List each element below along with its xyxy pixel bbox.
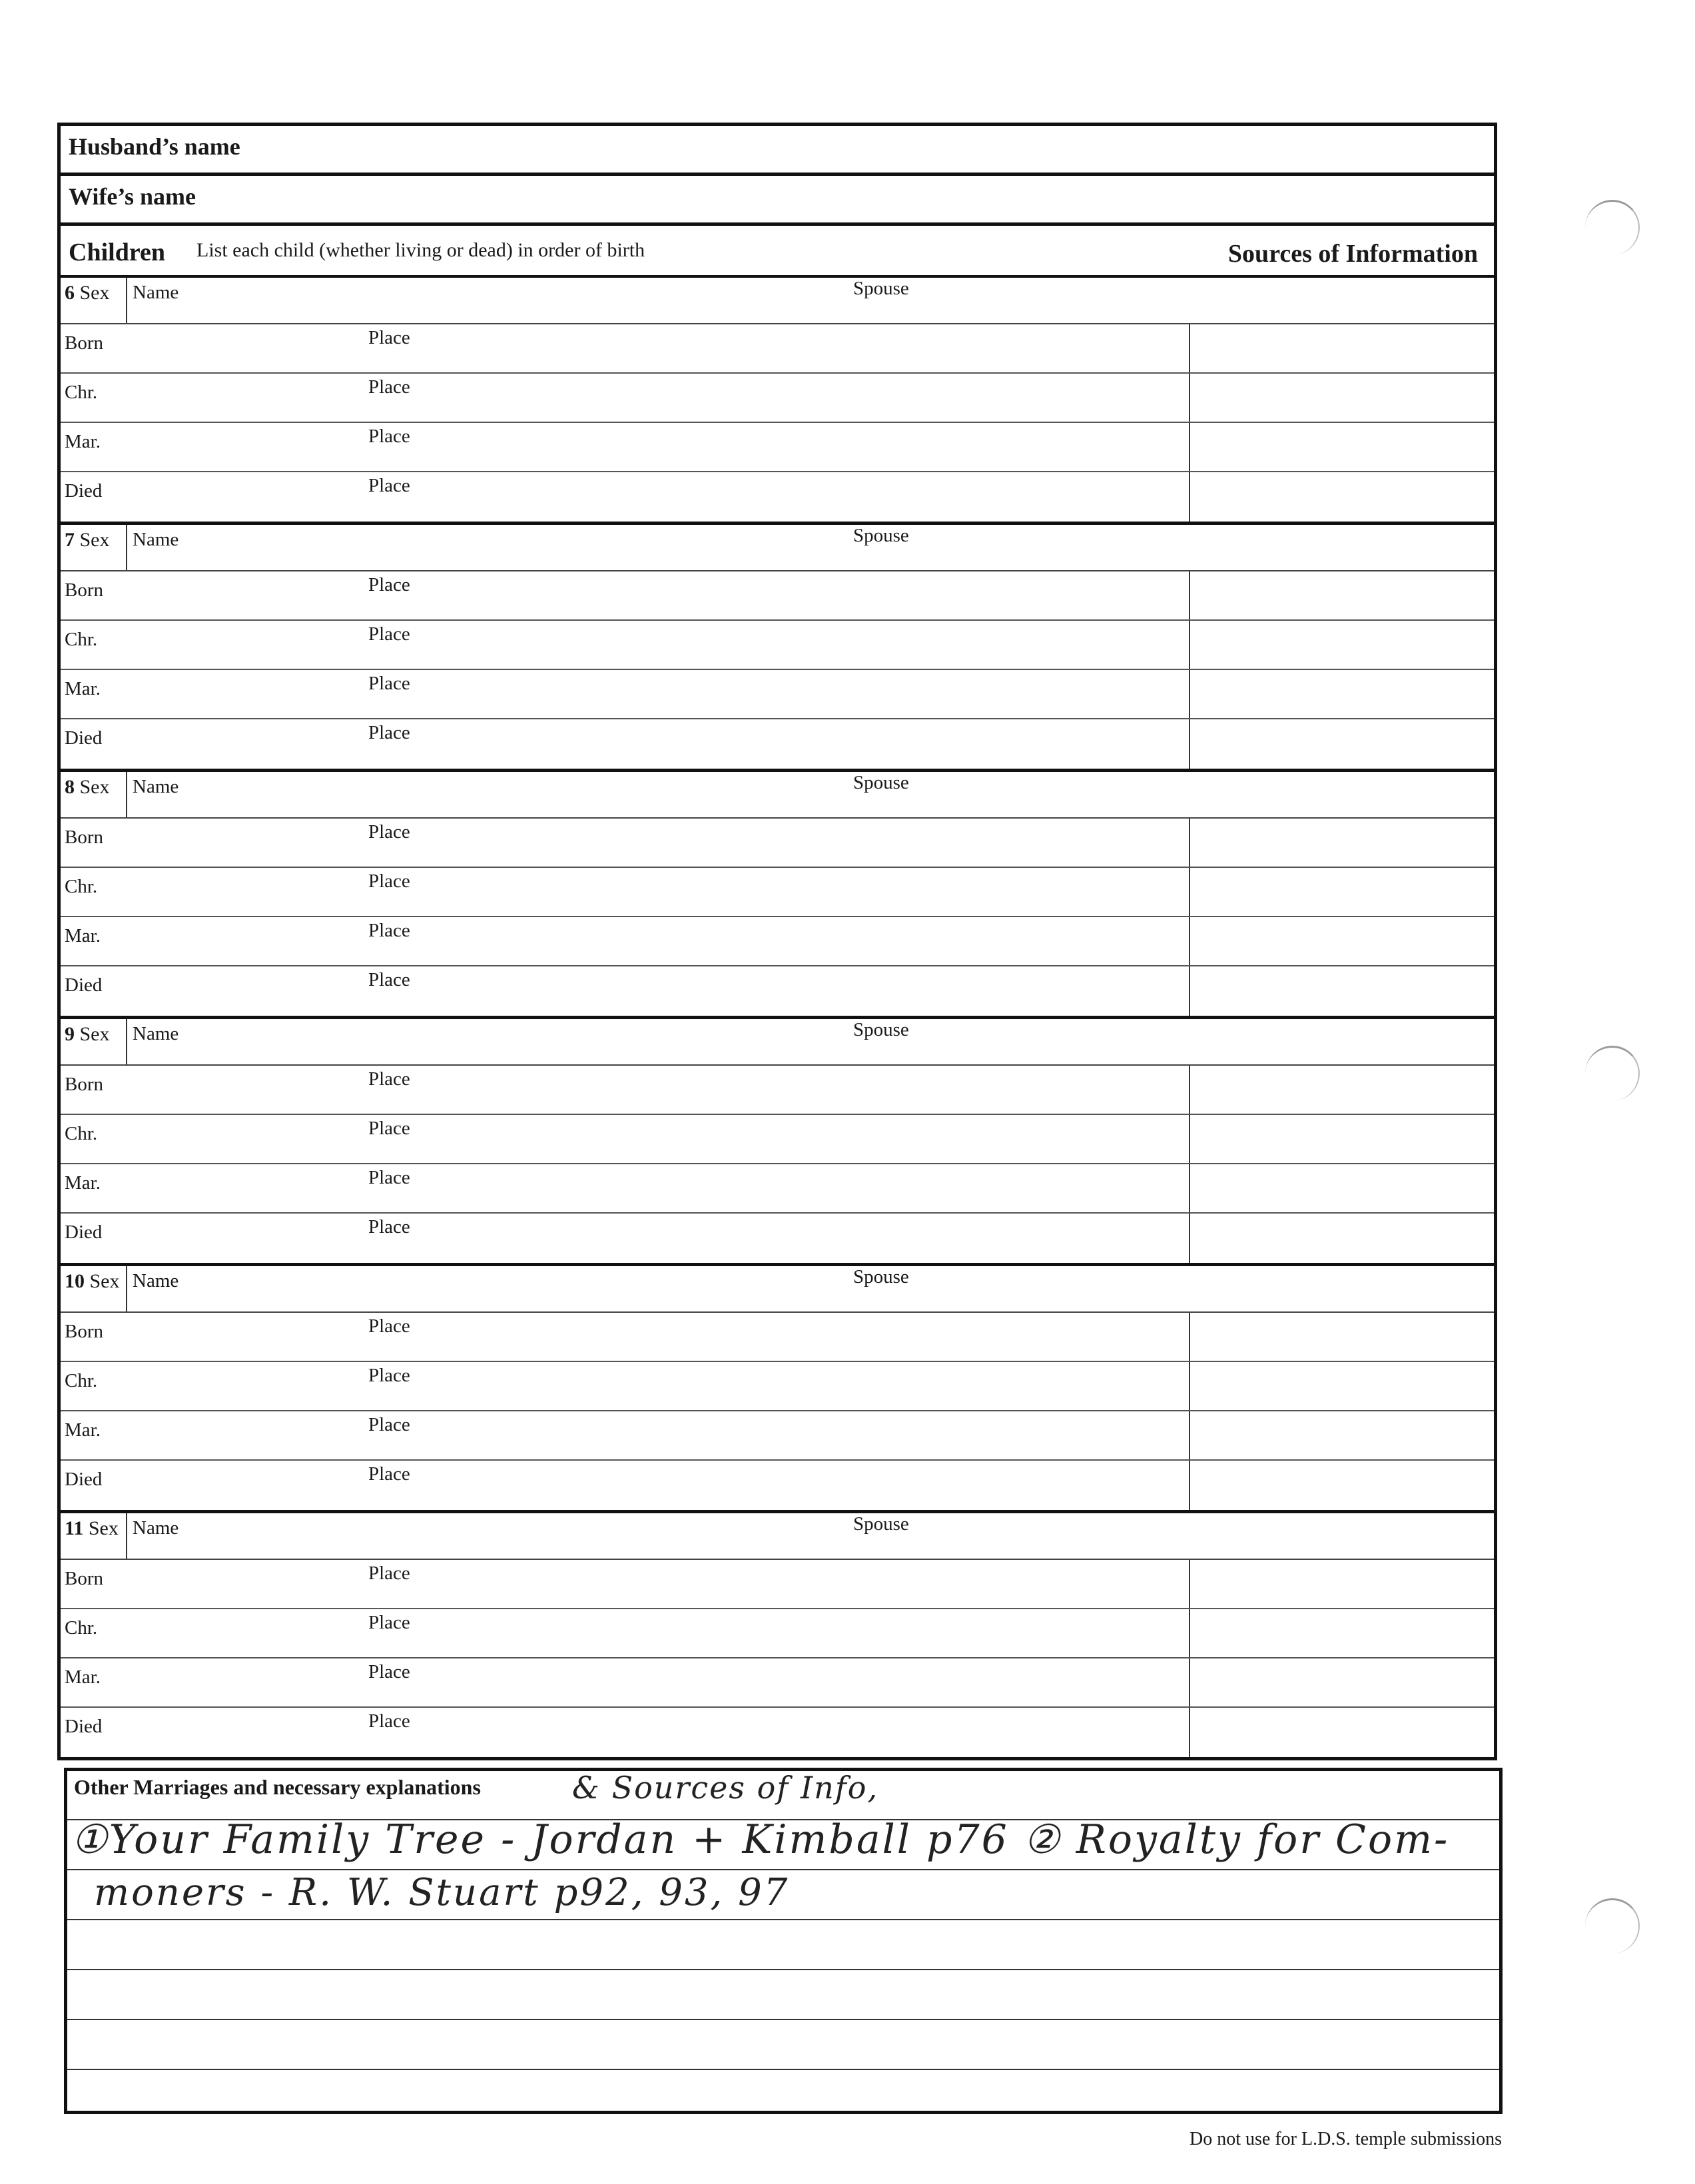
event-row[interactable] [61,1658,1494,1708]
source-cell-divider [1189,472,1191,522]
source-cell-divider [1189,670,1191,718]
name-label: Name [133,529,179,550]
event-label: Died [65,727,103,749]
place-label: Place [368,1563,410,1584]
event-row[interactable] [61,819,1494,868]
place-label: Place [368,1661,410,1682]
name-label: Name [133,1517,179,1539]
event-label: Chr. [65,1370,98,1391]
handwritten-note-suffix: & Sources of Info, [572,1770,879,1806]
child-section [61,525,1494,772]
spouse-label: Spouse [853,1513,909,1535]
event-label: Mar. [65,431,101,452]
place-label: Place [368,1463,410,1485]
place-label: Place [368,623,410,645]
event-label: Mar. [65,925,101,946]
source-cell-divider [1189,1411,1191,1459]
source-cell-divider [1189,1313,1191,1361]
spouse-label: Spouse [853,772,909,793]
source-cell-divider [1189,819,1191,867]
source-cell-divider [1189,868,1191,916]
source-cell-divider [1189,1214,1191,1263]
name-divider [126,278,127,323]
event-label: Chr. [65,1617,98,1638]
child-number [65,1023,110,1046]
children-header [61,226,1494,278]
event-label: Mar. [65,1172,101,1194]
name-divider [126,1513,127,1559]
place-label: Place [368,475,410,496]
sex-label: Sex [89,1270,120,1292]
event-label: Died [65,974,103,996]
place-label: Place [368,821,410,843]
event-label: Mar. [65,1419,101,1441]
event-label: Mar. [65,678,101,699]
event-row[interactable] [61,1164,1494,1214]
event-row[interactable] [61,423,1494,472]
sex-label: Sex [88,1517,119,1539]
place-label: Place [368,1118,410,1139]
source-cell-divider [1189,621,1191,669]
child-number [65,776,110,799]
event-row[interactable] [61,571,1494,621]
spouse-label: Spouse [853,278,909,299]
child-name-row[interactable] [61,772,1494,819]
name-divider [126,772,127,817]
place-label: Place [368,871,410,892]
child-number [65,282,110,304]
name-divider [126,525,127,570]
source-cell-divider [1189,1708,1191,1757]
sources-of-information-label: Sources of Information [1227,240,1478,268]
event-label: Born [65,1568,103,1589]
place-label: Place [368,969,410,990]
event-label: Born [65,1074,103,1095]
event-row[interactable] [61,1609,1494,1658]
child-number-value: 6 [65,282,75,304]
source-cell-divider [1189,1658,1191,1706]
punch-hole-mark [1585,1898,1640,1954]
place-label: Place [368,1216,410,1238]
place-label: Place [368,722,410,743]
name-divider [126,1019,127,1064]
child-number-value: 7 [65,529,75,551]
child-number-value: 11 [65,1517,84,1539]
place-label: Place [368,426,410,447]
child-name-row[interactable] [61,525,1494,571]
event-row[interactable] [61,670,1494,719]
child-number-value: 8 [65,776,75,798]
place-label: Place [368,1315,410,1337]
event-row[interactable] [61,1708,1494,1757]
child-number [65,1270,120,1293]
child-name-row[interactable] [61,1019,1494,1066]
other-marriages-section [64,1768,1503,2114]
event-label: Died [65,1716,103,1737]
event-label: Chr. [65,1123,98,1144]
event-label: Died [65,480,103,502]
source-cell-divider [1189,1164,1191,1212]
ruled-line [67,1919,1499,1920]
event-row[interactable] [61,1560,1494,1609]
place-label: Place [368,1414,410,1435]
sex-label: Sex [79,282,110,304]
child-number [65,529,110,551]
place-label: Place [368,920,410,941]
place-label: Place [368,1365,410,1386]
event-label: Chr. [65,876,98,897]
children-list [61,278,1494,1760]
event-row[interactable] [61,868,1494,917]
source-cell-divider [1189,1560,1191,1608]
place-label: Place [368,1612,410,1633]
event-row[interactable] [61,1411,1494,1461]
name-label: Name [133,776,179,797]
event-label: Died [65,1469,103,1490]
place-label: Place [368,327,410,348]
child-section [61,772,1494,1019]
event-row[interactable] [61,1362,1494,1411]
place-label: Place [368,1068,410,1090]
child-number [65,1517,119,1540]
name-label: Name [133,282,179,303]
child-name-row[interactable] [61,1266,1494,1313]
husband-row[interactable] [61,126,1494,176]
child-section [61,1019,1494,1266]
ruled-line [67,2019,1499,2020]
husband-name-label: Husband’s name [69,133,240,160]
children-label: Children [69,238,166,266]
child-section [61,1266,1494,1513]
handwritten-note-line2: moners - R. W. Stuart p92, 93, 97 [94,1871,790,1914]
children-instruction: List each child (whether living or dead) in order of birth [196,239,645,261]
event-label: Chr. [65,382,98,403]
source-cell-divider [1189,966,1191,1016]
source-cell-divider [1189,1609,1191,1657]
name-divider [126,1266,127,1311]
spouse-label: Spouse [853,525,909,546]
source-cell-divider [1189,1066,1191,1114]
source-cell-divider [1189,917,1191,965]
event-row[interactable] [61,966,1494,1016]
punch-hole-mark [1585,1046,1640,1101]
event-label: Born [65,1321,103,1342]
source-cell-divider [1189,1461,1191,1510]
name-label: Name [133,1023,179,1044]
child-number-value: 9 [65,1023,75,1045]
name-label: Name [133,1270,179,1291]
source-cell-divider [1189,423,1191,471]
wife-row[interactable] [61,176,1494,226]
place-label: Place [368,1167,410,1188]
event-label: Born [65,332,103,354]
event-row[interactable] [61,1461,1494,1510]
event-label: Died [65,1222,103,1243]
source-cell-divider [1189,719,1191,769]
event-row[interactable] [61,1313,1494,1362]
event-row[interactable] [61,472,1494,522]
punch-hole-mark [1585,200,1640,255]
sex-label: Sex [79,1023,110,1045]
sex-label: Sex [79,776,110,798]
ruled-line [67,2069,1499,2070]
event-row[interactable] [61,1214,1494,1263]
event-row[interactable] [61,324,1494,374]
event-label: Born [65,579,103,601]
event-label: Mar. [65,1666,101,1688]
place-label: Place [368,1710,410,1732]
source-cell-divider [1189,1115,1191,1163]
event-label: Chr. [65,629,98,650]
ruled-line [67,1869,1499,1870]
spouse-label: Spouse [853,1019,909,1040]
handwritten-note-line1: ①Your Family Tree - Jordan + Kimball p76 ② Royalty for Com- [71,1816,1450,1863]
event-row[interactable] [61,1066,1494,1115]
spouse-label: Spouse [853,1266,909,1287]
source-cell-divider [1189,374,1191,422]
source-cell-divider [1189,324,1191,372]
place-label: Place [368,376,410,398]
other-marriages-label: Other Marriages and necessary explanations [74,1775,481,1799]
child-number-value: 10 [65,1270,85,1292]
sex-label: Sex [79,529,110,551]
child-name-row[interactable] [61,1513,1494,1560]
event-row[interactable] [61,1115,1494,1164]
event-row[interactable] [61,917,1494,966]
source-cell-divider [1189,1362,1191,1410]
child-section [61,1513,1494,1760]
family-group-form [57,123,1497,1760]
event-row[interactable] [61,621,1494,670]
footer-note: Do not use for L.D.S. temple submissions [1189,2129,1502,2149]
source-cell-divider [1189,571,1191,619]
wife-name-label: Wife’s name [69,183,196,210]
event-label: Born [65,827,103,848]
ruled-line [67,1969,1499,1970]
event-row[interactable] [61,374,1494,423]
event-row[interactable] [61,719,1494,769]
child-name-row[interactable] [61,278,1494,324]
place-label: Place [368,673,410,694]
place-label: Place [368,574,410,595]
child-section [61,278,1494,525]
